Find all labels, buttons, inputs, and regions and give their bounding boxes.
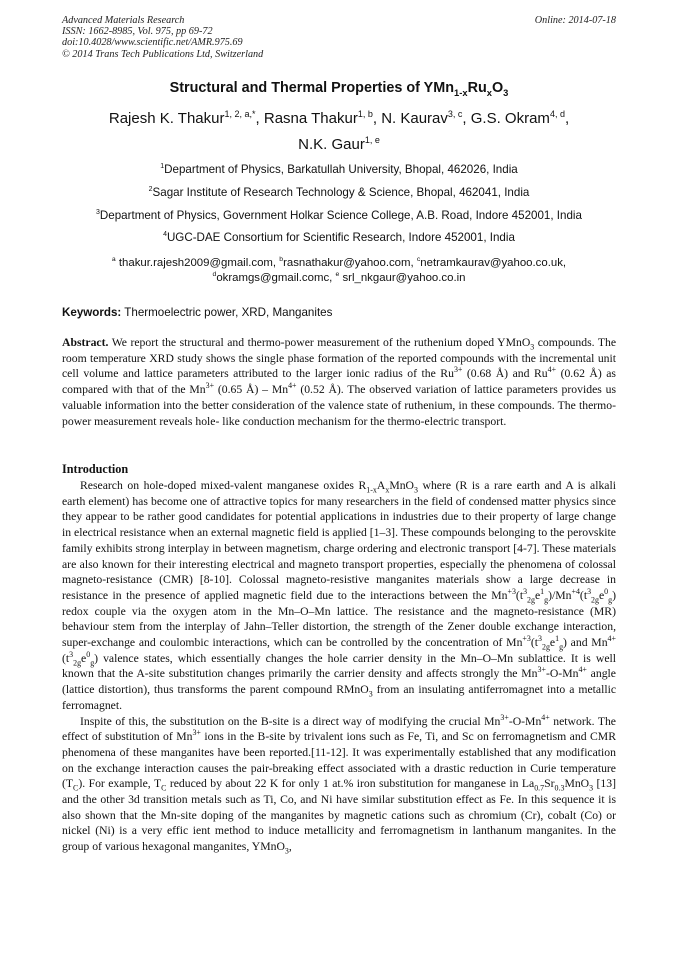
author-name: Rajesh K. Thakur [108, 110, 225, 127]
affiliation: $^2$Sagar Institute of Research Technology & Science, Bhopal, 462041, India [148, 186, 530, 199]
issn-line: ISSN: 1662-8985, Vol. 975, pp 69-72 [62, 26, 213, 38]
abstract-paragraph: Abstract. We report the structural and thermo-power measurement of the ruthenium doped YMnO$_3$ compounds. The room temperature XRD study shows the single phase formation of the reported compounds with the incremental unit cell volume and lattice parameters attributed to the larger ionic radius of the $Ru^{3+}$ (0.68 Å) and $Ru^{4+}$ (0.62 Å) as compared with that of the $Mn^{3+}$ (0.65 Å) – $Mn^{4+}$ (0.52 Å). The observed variation of lattice parameters provides us valuable information into the better consideration of the valence state of ruthenium, in these compounds. The thermo-power measurement reveals hole- like conduction mechanism for the thermo-electric transport. [62, 336, 617, 428]
online-date: Online: 2014-07-18 [534, 15, 616, 26]
abstract-label: Abstract. [62, 336, 109, 349]
paragraph: Inspite of this, the substitution on the B-site is a direct way of modifying the crucial $Mn^{3+}-O-Mn^{4+}$ network. The effect of substitution of $Mn^{3+}$ ions in the B-site by trivalent ions such as Fe, Ti, and Sc on ferromagnetism and CMR phenomena of these manganites have been reported.[11-12]. It was experimentally established that any modification on the exchange interaction causes the pair-breaking effect associated with a drastic reduction in Curie temperature $(T_C)$. For example, $T_C$ reduced by about 22 K for only 1 at.% iron substitution for manganese in $La_{0.7}Sr_{0.3}MnO_3$ [13] and the other 3d transition metals such as Ti, Co, and Ni have similar substitution effect as Fe. In this sequence it is also shown that the Mn-site doping of the manganites by magnetic cations such as chromium (Cr), cobalt (Co) or nickel (Ni) is a very effic ient method to induce metallicity and ferromagnetism in lanthanum manganites. In the group of various hexagonal manganites, YMnO$_3$, [62, 712, 616, 856]
keywords-label: Keywords: [62, 306, 122, 319]
email-link[interactable]: thakur.rajesh2009@gmail.com, [118, 257, 277, 269]
author-name: N.K. Gaur [298, 136, 365, 153]
email-link[interactable]: netramkaurav@yahoo.co.uk, [420, 257, 567, 269]
journal-header [62, 15, 263, 60]
author-list: Rajesh K. Thakur$^{1, 2, a,*}$, Rasna Thakur$^{1, b}$, N. Kaurav$^{3, c}$, G.S. Okram$^{4, d}$, N.K. Gaur$^{1, e}$ [108, 109, 570, 153]
affiliation: $^1$Department of Physics, Barkatullah University, Bhopal, 462026, India [160, 163, 518, 176]
author-name: Rasna Thakur [263, 110, 358, 127]
doi-line: doi:10.4028/www.scientific.net/AMR.975.69 [62, 37, 243, 49]
paper-title: Structural and Thermal Properties of $YMn_{1-x}Ru_xO_3$ [169, 80, 509, 98]
email-link[interactable]: srl_nkgaur@yahoo.co.in [342, 272, 466, 284]
keywords [62, 306, 332, 319]
author-name: G.S. Okram [470, 110, 550, 127]
affiliation: $^4$UGC-DAE Consortium for Scientific Research, Indore 452001, India [163, 231, 515, 244]
journal-name: Advanced Materials Research [62, 15, 185, 26]
affiliation: $^3$Department of Physics, Government Holkar Science College, A.B. Road, Indore 452001, India [96, 209, 582, 222]
author-name: N. Kaurav [381, 110, 448, 127]
paragraph: Research on hole-doped mixed-valent manganese oxides $R_{1-x}A_xMnO_3$ where (R is a rare earth and A is alkali earth element) has become one of attractive topics for many researchers in the field of condensed matter physics since they appear to be rather good candidates for potential applications in industries due to their property of large change in electrical resistance when an external magnetic field is applied [1–3]. These compounds belonging to the perovskite family exhibits strong interplay in between magnetism, charge ordering and electronic transport [4-7]. These materials are also known for their interesting electrical and magneto transport properties, especially the phenomena of colossal magneto-resistance (CMR) [8-10]. Colossal magneto-resistive manganites materials show a large decrease in resistance in the presence of applied magnetic field due to the interactions between the $Mn^{+3}(t^3_{2g}e^1_g)/Mn^{+4}(t^3_{2g}e^0_g)$ redox couple via the oxygen atom in the Mn–O–Mn lattice. The resistance and the magneto-resistance (MR) behaviour stem from the interplay of Jahn–Teller distortion, the strength of the Zener double exchange interaction, super-exchange and coulombic interactions, which can be controlled by the concentration of $Mn^{+3}(t^3_{2g}e^1_g)$ and $Mn^{4+}(t^3_{2g}e^0_g)$ valence states, which essentially changes the hole carrier density in the Mn–O–Mn sublattice. It is well known that the A-site substitution changes primarily the carrier density and affects strongly the $Mn^{3+}-O-Mn^{4+}$ angle (lattice distortion), thus transforms the parent compound RMnO$_3$ from an insulating antiferromagnet into a metallic ferromagnet. [62, 479, 617, 712]
introduction-text [62, 478, 616, 855]
email-link[interactable]: rasnathakur@yahoo.com, [283, 257, 414, 269]
section-heading: Introduction [62, 462, 129, 476]
copyright-line: © 2014 Trans Tech Publications Ltd, Switzerland [62, 48, 264, 60]
author-emails: $^a$ thakur.rajesh2009@gmail.com, $^b$rasnathakur@yahoo.com, $^c$netramkaurav@yahoo.co.uk, $^d$okramgs@gmail.comc, $^e$ srl_nkgaur@yahoo.co.in [111, 256, 567, 284]
email-link[interactable]: okramgs@gmail.comc, [216, 272, 333, 284]
keywords-text: Thermoelectric power, XRD, Manganites [124, 306, 333, 319]
